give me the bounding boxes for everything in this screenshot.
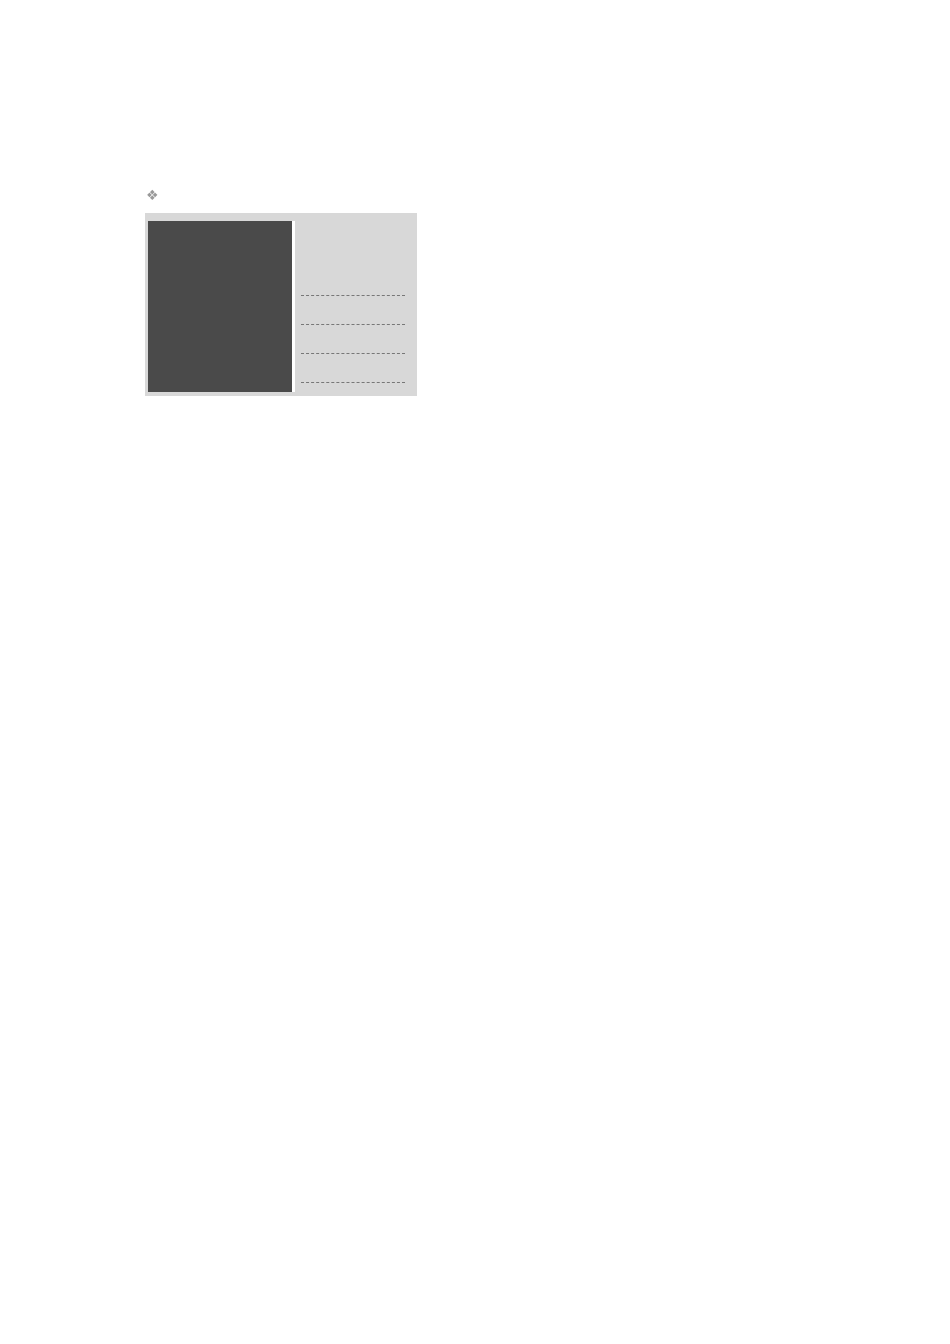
diamond-icon: ❖: [146, 188, 159, 204]
badge-lines: [301, 267, 405, 383]
core-points-badge: [145, 213, 417, 396]
badge-line: [301, 267, 405, 296]
badge-line: [301, 325, 405, 354]
badge-line: [301, 296, 405, 325]
unit-summary-heading: [146, 183, 161, 205]
badge-line: [301, 354, 405, 383]
badge-dark-panel: [148, 221, 295, 392]
